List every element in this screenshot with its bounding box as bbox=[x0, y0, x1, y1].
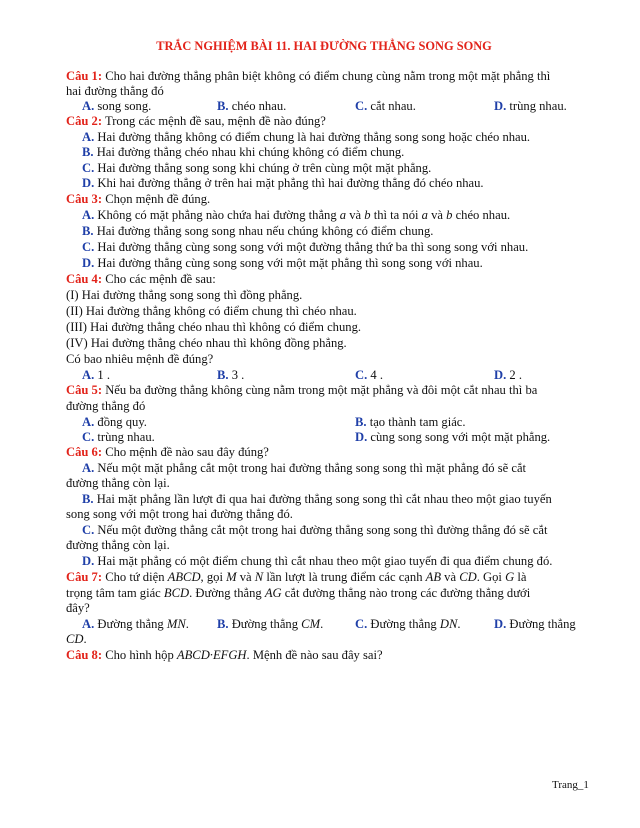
q4-statement-2: (II) Hai đường thẳng không có điểm chung thì chéo nhau. bbox=[66, 304, 357, 318]
q5-option-c[interactable]: C. trùng nhau. bbox=[82, 430, 155, 444]
q7-stem-line3: đây? bbox=[66, 601, 90, 615]
q3-option-b[interactable]: B. Hai đường thẳng song song nhau nếu chúng không có điểm chung. bbox=[82, 224, 434, 238]
q1-label: Câu 1: bbox=[66, 69, 103, 83]
q4-question: Có bao nhiêu mệnh đề đúng? bbox=[66, 352, 214, 366]
q8-stem: Câu 8: Cho hình hộp ABCD·EFGH. Mệnh đề nào sau đây sai? bbox=[66, 648, 383, 662]
q6-option-a-cont: đường thẳng còn lại. bbox=[66, 476, 170, 490]
q7-stem-line1: Câu 7: Cho tứ diện ABCD, gọi M và N lần lượt là trung điểm các cạnh AB và CD. Gọi G là bbox=[66, 570, 527, 584]
q7-stem-line2: trọng tâm tam giác BCD. Đường thẳng AG cắt đường thẳng nào trong các đường thẳng dưới bbox=[66, 586, 531, 600]
q1-stem-line2: hai đường thẳng đó bbox=[66, 84, 164, 98]
q7-label: Câu 7: bbox=[66, 570, 103, 584]
page-number: Trang_1 bbox=[552, 779, 589, 791]
q3-option-a[interactable]: A. Không có mặt phẳng nào chứa hai đường thẳng a và b thì ta nói a và b chéo nhau. bbox=[82, 208, 511, 222]
q8-label: Câu 8: bbox=[66, 648, 103, 662]
q6-option-c-cont: đường thẳng còn lại. bbox=[66, 538, 170, 552]
q4-label: Câu 4: bbox=[66, 272, 103, 286]
q6-option-a[interactable]: A. Nếu một mặt phẳng cắt một trong hai đường thẳng song song thì mặt phẳng đó sẽ cắt bbox=[82, 461, 527, 475]
q2-option-a[interactable]: A. Hai đường thẳng không có điểm chung là hai đường thẳng song song hoặc chéo nhau. bbox=[82, 130, 531, 144]
q1-stem-line1 bbox=[66, 69, 550, 84]
q1-stem-text: Cho hai đường thẳng phân biệt không có điểm chung cùng nằm trong một mặt phẳng thì bbox=[102, 69, 551, 83]
q4-option-b[interactable]: B. 3 . bbox=[217, 368, 245, 382]
q5-label: Câu 5: bbox=[66, 383, 103, 397]
page-title: TRẮC NGHIỆM BÀI 11. HAI ĐƯỜNG THẲNG SONG SONG bbox=[156, 39, 492, 53]
q7-option-a[interactable]: A. Đường thẳng MN. bbox=[82, 617, 189, 631]
q5-option-b[interactable]: B. tạo thành tam giác. bbox=[355, 415, 466, 429]
q4-statement-3: (III) Hai đường thẳng chéo nhau thì không có điểm chung. bbox=[66, 320, 362, 334]
q2-option-c[interactable]: C. Hai đường thẳng song song khi chúng ở trên cùng một mặt phẳng. bbox=[82, 161, 432, 175]
q4-option-c[interactable]: C. 4 . bbox=[355, 368, 383, 382]
q4-stem bbox=[66, 272, 216, 287]
q6-stem-text: Cho mệnh đề nào sau đây đúng? bbox=[102, 445, 269, 459]
q5-option-d[interactable]: D. cùng song song với một mặt phẳng. bbox=[355, 430, 551, 444]
q5-stem-line1 bbox=[66, 383, 537, 398]
q3-option-c[interactable]: C. Hai đường thẳng cùng song song với một đường thẳng thứ ba thì song song với nhau. bbox=[82, 240, 529, 254]
q1-option-d[interactable]: D. trùng nhau. bbox=[494, 99, 567, 113]
q3-stem bbox=[66, 192, 210, 207]
q3-stem-text: Chọn mệnh đề đúng. bbox=[102, 192, 211, 206]
q7-option-d[interactable]: D. Đường thẳng bbox=[494, 617, 576, 631]
q5-option-a[interactable]: A. đồng quy. bbox=[82, 415, 147, 429]
q3-label: Câu 3: bbox=[66, 192, 103, 206]
q5-stem-text: Nếu ba đường thẳng không cùng nằm trong một mặt phẳng và đôi một cắt nhau thì ba bbox=[102, 383, 538, 397]
q6-stem bbox=[66, 445, 269, 460]
q5-stem-line2: đường thẳng đó bbox=[66, 399, 146, 413]
q1-option-a[interactable]: A. song song. bbox=[82, 99, 152, 113]
q6-option-d[interactable]: D. Hai mặt phẳng có một điểm chung thì cắt nhau theo một giao tuyến đi qua điểm chung đó. bbox=[82, 554, 553, 568]
q2-option-d[interactable]: D. Khi hai đường thẳng ở trên hai mặt phẳng thì hai đường thẳng đó chéo nhau. bbox=[82, 176, 484, 190]
q2-option-b[interactable]: B. Hai đường thẳng chéo nhau khi chúng không có điểm chung. bbox=[82, 145, 405, 159]
q6-option-b[interactable]: B. Hai mặt phẳng lần lượt đi qua hai đường thẳng song song thì cắt nhau theo một giao tuyến bbox=[82, 492, 552, 506]
q4-option-d[interactable]: D. 2 . bbox=[494, 368, 522, 382]
q7-option-c[interactable]: C. Đường thẳng DN. bbox=[355, 617, 461, 631]
q6-option-b-cont: song song với một trong hai đường thẳng đó. bbox=[66, 507, 293, 521]
q6-label: Câu 6: bbox=[66, 445, 103, 459]
q2-stem-text: Trong các mệnh đề sau, mệnh đề nào đúng? bbox=[102, 114, 326, 128]
q2-stem bbox=[66, 114, 326, 129]
q4-statement-1: (I) Hai đường thẳng song song thì đồng phẳng. bbox=[66, 288, 303, 302]
q1-option-c[interactable]: C. cắt nhau. bbox=[355, 99, 416, 113]
q3-option-d[interactable]: D. Hai đường thẳng cùng song song với một mặt phẳng thì song song với nhau. bbox=[82, 256, 483, 270]
q6-option-c[interactable]: C. Nếu một đường thẳng cắt một trong hai đường thẳng song song thì đường thẳng đó sẽ cắt bbox=[82, 523, 548, 537]
q1-option-b[interactable]: B. chéo nhau. bbox=[217, 99, 287, 113]
q4-statement-4: (IV) Hai đường thẳng chéo nhau thì không đồng phẳng. bbox=[66, 336, 347, 350]
q4-stem-text: Cho các mệnh đề sau: bbox=[102, 272, 216, 286]
q7-option-b[interactable]: B. Đường thẳng CM. bbox=[217, 617, 324, 631]
q4-option-a[interactable]: A. 1 . bbox=[82, 368, 110, 382]
q7-option-d-cont: CD. bbox=[66, 632, 87, 646]
q2-label: Câu 2: bbox=[66, 114, 103, 128]
